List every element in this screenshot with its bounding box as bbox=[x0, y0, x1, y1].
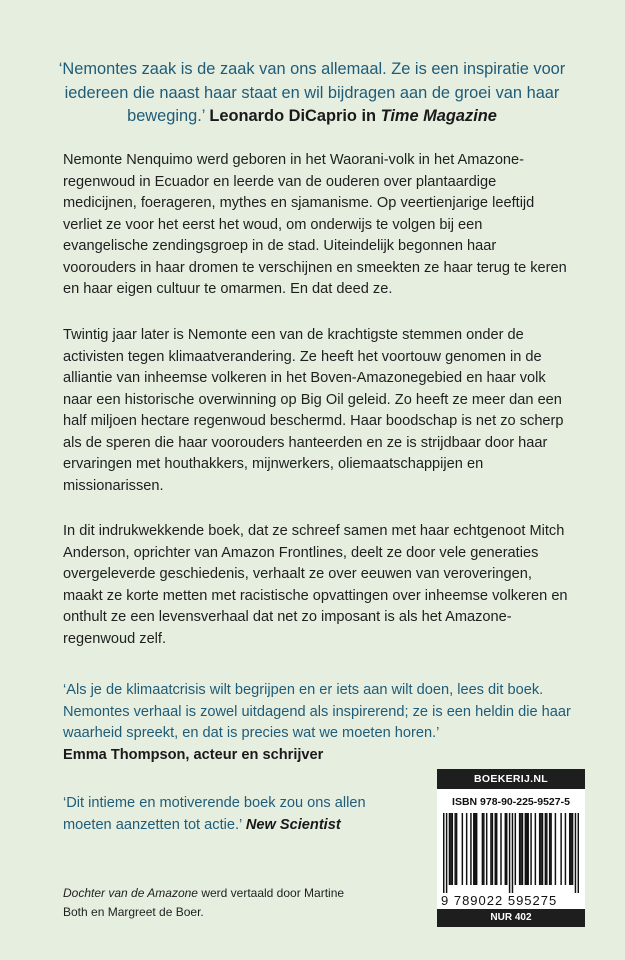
barcode-bar bbox=[450, 813, 451, 885]
barcode-bar bbox=[539, 813, 540, 885]
new-scientist-quote-text: ‘Dit intieme en motiverende boek zou ons allen moeten aanzetten tot actie.’ bbox=[63, 795, 366, 833]
barcode-panel bbox=[437, 769, 585, 927]
barcode-bar bbox=[495, 813, 496, 885]
barcode-bar bbox=[565, 813, 566, 885]
nur-label: NUR 402 bbox=[437, 909, 585, 927]
barcode-bar bbox=[535, 813, 536, 885]
publisher-label: BOEKERIJ.NL bbox=[437, 769, 585, 789]
barcode-bar bbox=[462, 813, 463, 885]
barcode-bar bbox=[570, 813, 571, 885]
barcode-bar bbox=[569, 813, 570, 885]
isbn-label: ISBN 978-90-225-9527-5 bbox=[452, 796, 570, 808]
blurb-paragraph-3: In dit indrukwekkende boek, dat ze schreef samen met haar echtgenoot Mitch Anderson, oprichter van Amazon Frontlines, deelt ze door vele generaties overgeleverde geschiedenis, verhaalt ze over eeuwen van veroveringen, maakt ze korte metten met racistische opvattingen over inheemse volkeren en onthult ze een levensverhaal dat net zo imposant is als het Amazone-regenwoud zelf. bbox=[63, 523, 568, 647]
barcode-bar bbox=[509, 813, 510, 893]
barcode-bar bbox=[542, 813, 543, 885]
barcode-bar bbox=[525, 813, 526, 885]
barcode-bars bbox=[443, 813, 579, 893]
barcode-bar bbox=[522, 813, 523, 885]
barcode-bar bbox=[530, 813, 531, 885]
barcode-bar bbox=[449, 813, 450, 885]
barcode-bar bbox=[496, 813, 497, 885]
blurb-paragraph-2: Twintig jaar later is Nemonte een van de krachtigste stemmen onder de activisten tegen klimaatverandering. Ze heeft het voortouw genomen in de alliantie van inheemse volkeren in het Boven-Amazonegebied en haar volk naar een historische overwinning op Big Oil geleid. Zo heeft ze meer dan een half miljoen hectare regenwoud beschermd. Haar boodschap is net zo scherp als de speren die haar voorouders hanteerden en ze is strijdbaar door haar ervaringen met houthakkers, mijnwerkers, oliemaatschappijen en missionarissen. bbox=[63, 327, 564, 494]
barcode-bar bbox=[474, 813, 475, 885]
barcode-digits: 9 789022 595275 bbox=[441, 893, 558, 908]
barcode-bar bbox=[560, 813, 561, 885]
translation-note bbox=[63, 884, 363, 922]
barcode-bar bbox=[545, 813, 546, 885]
top-quote-source: Time Magazine bbox=[380, 107, 497, 125]
barcode-bar bbox=[527, 813, 528, 885]
barcode-bar bbox=[555, 813, 556, 885]
barcode-bar bbox=[512, 813, 513, 893]
barcode-bar bbox=[470, 813, 471, 885]
top-quote-attribution bbox=[209, 107, 497, 125]
barcode-bar bbox=[492, 813, 493, 885]
barcode-bar bbox=[505, 813, 506, 885]
blurb-paragraph-1: Nemonte Nenquimo werd geboren in het Waorani-volk in het Amazone-regenwoud in Ecuador en leerde van de ouderen over plantaardige medicijnen, foerageren, mythes en sjamanisme. Op veertienjarige leeftijd verliet ze voor het eerst het woud, om onderwijs te volgen bij een evangelische zendingsgroep in de stad. Uiteindelijk begonnen haar voorouders in haar dromen te verschijnen en smeekten ze haar terug te keren en haar eigen cultuur te omarmen. En dat deed ze. bbox=[63, 152, 567, 297]
barcode-bar bbox=[454, 813, 455, 885]
barcode-bar bbox=[519, 813, 520, 885]
barcode-bar bbox=[575, 813, 576, 893]
top-quote-author: Leonardo DiCaprio in bbox=[209, 107, 377, 125]
barcode-bar bbox=[476, 813, 477, 885]
new-scientist-quote bbox=[63, 793, 403, 836]
barcode-bar bbox=[490, 813, 491, 885]
thompson-quote bbox=[63, 680, 583, 766]
barcode-bar bbox=[546, 813, 547, 885]
barcode-bar bbox=[482, 813, 483, 885]
barcode-bar bbox=[578, 813, 579, 893]
barcode-bar bbox=[500, 813, 501, 885]
barcode-bar bbox=[483, 813, 484, 885]
barcode-bar bbox=[526, 813, 527, 885]
barcode-bar bbox=[446, 813, 447, 893]
top-quote-text: ‘Nemontes zaak is de zaak van ons allemaal. Ze is een inspiratie voor iedereen die naast haar staat en wil bijdragen aan de groei van haar beweging.’ bbox=[58, 60, 566, 125]
barcode-bar bbox=[486, 813, 487, 885]
barcode-bar bbox=[520, 813, 521, 885]
translation-note-title: Dochter van de Amazone bbox=[63, 886, 198, 900]
barcode-bar bbox=[473, 813, 474, 885]
barcode-bar bbox=[443, 813, 444, 893]
top-quote bbox=[52, 58, 572, 129]
barcode-bar bbox=[540, 813, 541, 885]
barcode-bar bbox=[550, 813, 551, 885]
thompson-quote-author: Emma Thompson, acteur en schrijver bbox=[63, 746, 324, 763]
barcode-bar bbox=[456, 813, 457, 885]
thompson-quote-text: ‘Als je de klimaatcrisis wilt begrijpen en er iets aan wilt doen, lees dit boek. Nemontes verhaal is zowel uitdagend als inspirerend; ze is een heldin die haar waarheid spreekt, en dat is precies wat we moeten horen.’ bbox=[63, 682, 571, 741]
barcode-bar bbox=[506, 813, 507, 885]
barcode-bar bbox=[549, 813, 550, 885]
translation-note-text: werd vertaald door Martine Both en Margreet de Boer. bbox=[63, 886, 345, 919]
barcode-bar bbox=[515, 813, 516, 885]
barcode-bar bbox=[572, 813, 573, 885]
barcode-bar bbox=[452, 813, 453, 885]
new-scientist-quote-source: New Scientist bbox=[245, 816, 341, 833]
barcode-bar bbox=[466, 813, 467, 885]
